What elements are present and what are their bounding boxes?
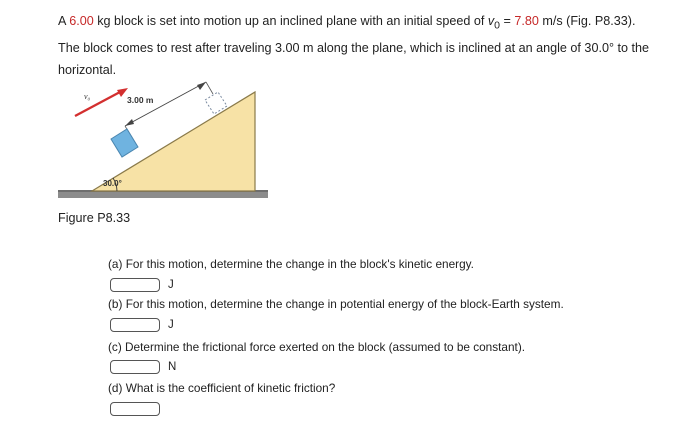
problem-text-mass-suffix: kg block is set into motion up an inclined plane with an initial speed of: [93, 14, 488, 28]
answer-row-c: [110, 358, 176, 376]
speed-value: 7.80: [514, 14, 539, 28]
ground: [58, 191, 268, 198]
figure-caption: Figure P8.33: [58, 211, 131, 225]
question-c-text: (c) Determine the frictional force exerted on the block (assumed to be constant).: [108, 340, 526, 354]
velocity-subscript: 0: [494, 19, 501, 32]
velocity-symbol: v: [487, 14, 495, 28]
distance-arrowhead-left: [125, 119, 134, 126]
unit-a: J: [168, 279, 174, 291]
distance-tick-right: [206, 82, 213, 94]
answer-row-d: [110, 400, 160, 418]
unit-c: N: [168, 361, 177, 373]
problem-text-rest: P8.33). The block comes to rest after traveling 3.00 m along the plane, which is inclined at an angle of 30.0° to the horizontal.: [58, 14, 649, 77]
mass-value: 6.00: [69, 14, 94, 28]
distance-label: 3.00 m: [127, 95, 154, 105]
distance-arrowhead-right: [197, 82, 206, 90]
incline-figure: [55, 79, 270, 209]
angle-label: 30.0°: [103, 179, 122, 188]
problem-text-start: A: [58, 14, 70, 28]
equals-sign: =: [500, 14, 515, 28]
answer-input-d[interactable]: [110, 402, 160, 416]
question-d-text: (d) What is the coefficient of kinetic friction?: [108, 381, 336, 395]
block: [111, 129, 138, 157]
answer-input-b[interactable]: [110, 318, 160, 332]
answer-row-a: [110, 276, 174, 294]
v0-label: v₀: [84, 92, 91, 101]
problem-text-units: m/s (Fig.: [538, 14, 592, 28]
problem-statement: [58, 10, 658, 81]
velocity-arrow: [75, 92, 120, 116]
answer-input-a[interactable]: [110, 278, 160, 292]
answer-row-b: [110, 316, 174, 334]
question-b-text: (b) For this motion, determine the change in potential energy of the block-Earth system.: [108, 297, 564, 311]
question-a-text: (a) For this motion, determine the change in the block's kinetic energy.: [108, 257, 474, 271]
unit-b: J: [168, 319, 174, 331]
answer-input-c[interactable]: [110, 360, 160, 374]
